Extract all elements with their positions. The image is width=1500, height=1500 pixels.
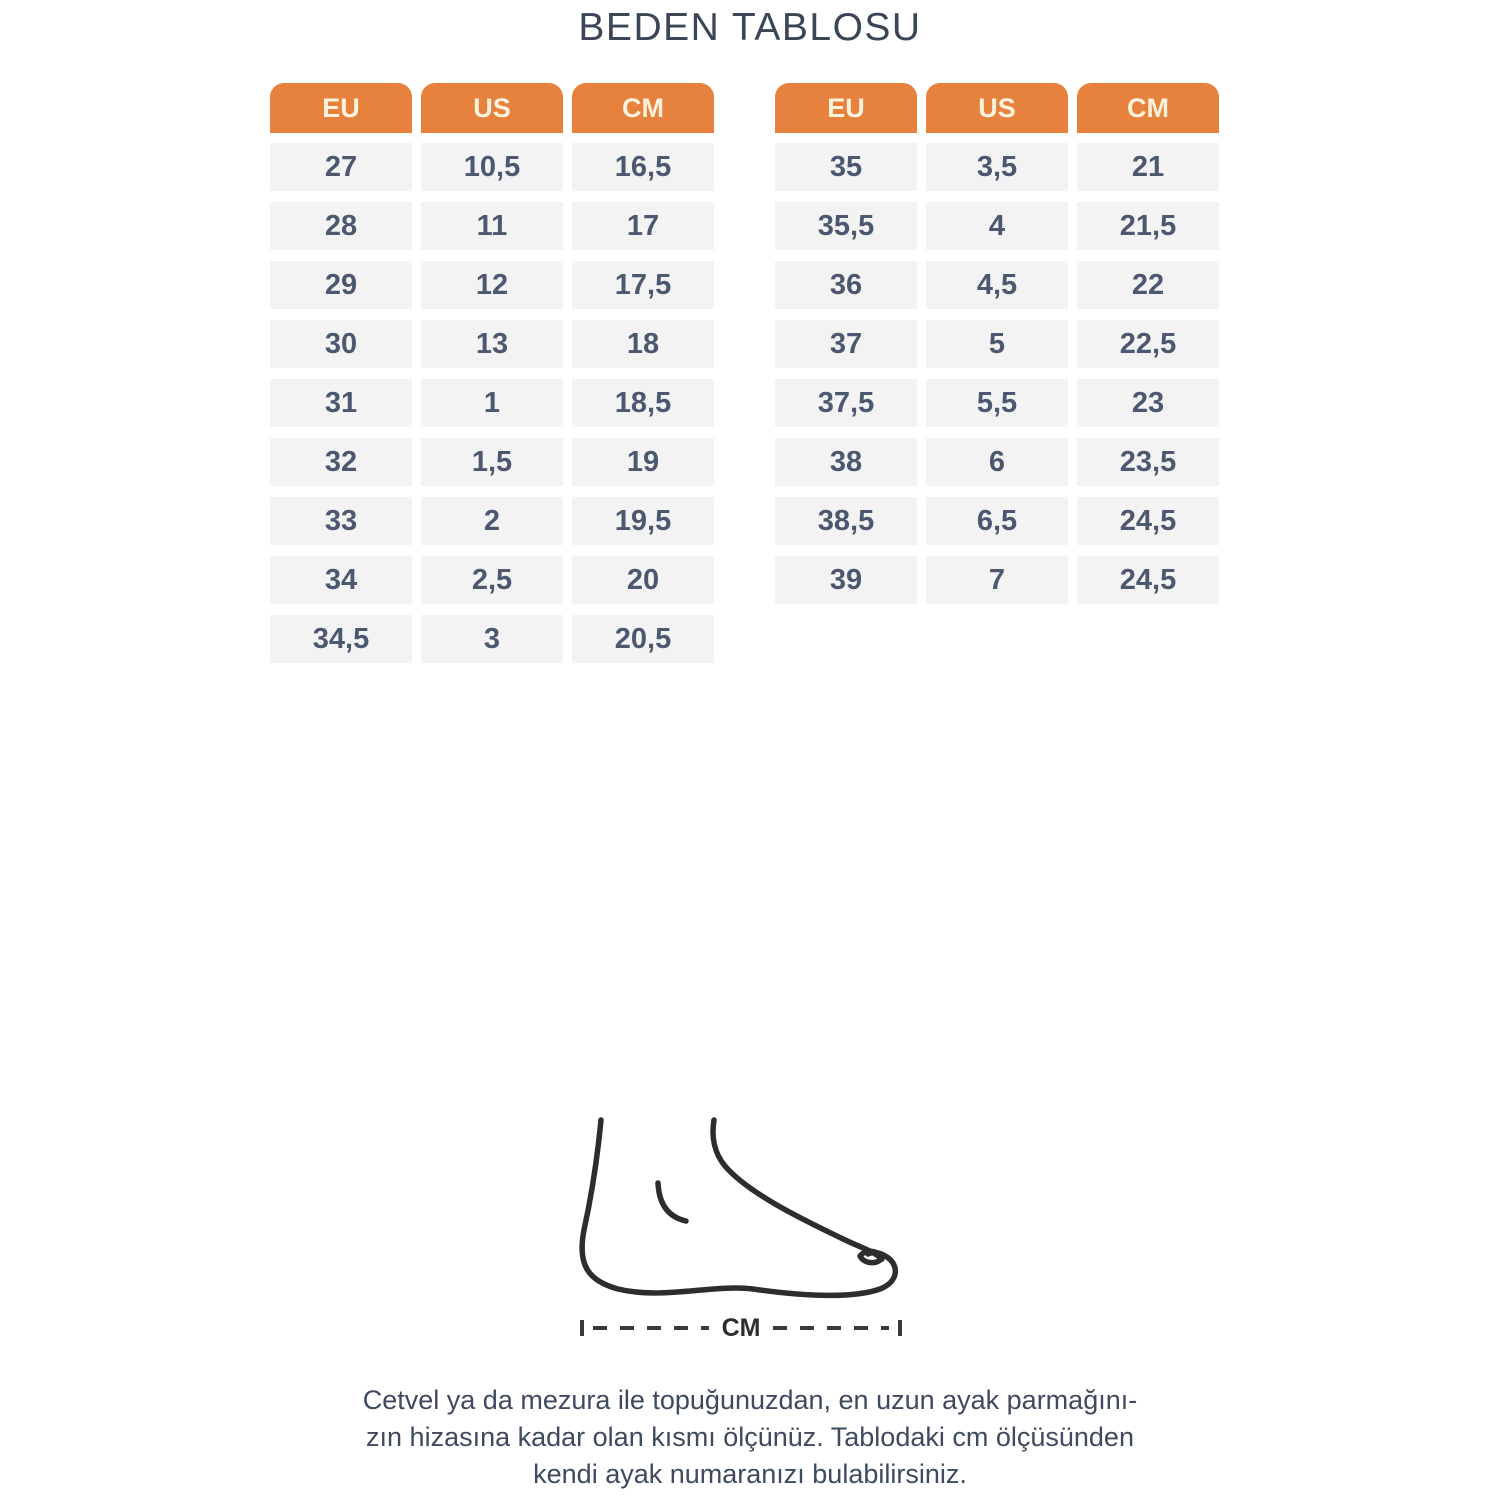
table-row — [775, 556, 1219, 604]
table-cell: 13 — [421, 320, 563, 368]
table-cell: 5,5 — [926, 379, 1068, 427]
table-row — [270, 438, 714, 486]
size-table-women — [775, 83, 1219, 604]
instructions-line-1: Cetvel ya da mezura ile topuğunuzdan, en uzun ayak parmağını- — [362, 1385, 1138, 1415]
table-cell: 5 — [926, 320, 1068, 368]
column-header-us: US — [421, 83, 563, 133]
table-cell: 6 — [926, 438, 1068, 486]
table-cell: 18 — [572, 320, 714, 368]
table-row — [775, 379, 1219, 427]
column-header-eu: EU — [775, 83, 917, 133]
table-cell: 4 — [926, 202, 1068, 250]
table-cell: 31 — [270, 379, 412, 427]
table-cell: 39 — [775, 556, 917, 604]
table-row — [775, 497, 1219, 545]
measure-label: CM — [721, 1313, 761, 1342]
instructions-line-3: kendi ayak numaranızı bulabilirsiniz. — [533, 1459, 967, 1489]
table-header-row — [775, 83, 1219, 133]
table-cell: 10,5 — [421, 143, 563, 191]
table-cell: 35,5 — [775, 202, 917, 250]
table-cell: 30 — [270, 320, 412, 368]
measurement-instructions — [0, 1382, 1500, 1493]
table-cell: 22,5 — [1077, 320, 1219, 368]
table-cell: 38,5 — [775, 497, 917, 545]
table-cell: 4,5 — [926, 261, 1068, 309]
table-cell: 36 — [775, 261, 917, 309]
table-cell: 35 — [775, 143, 917, 191]
table-row — [775, 438, 1219, 486]
table-cell: 20 — [572, 556, 714, 604]
table-row — [270, 143, 714, 191]
column-header-cm: CM — [1077, 83, 1219, 133]
table-cell: 3 — [421, 615, 563, 663]
page-title: BEDEN TABLOSU — [578, 6, 922, 49]
table-cell: 20,5 — [572, 615, 714, 663]
table-row — [775, 261, 1219, 309]
table-cell: 32 — [270, 438, 412, 486]
table-cell: 37,5 — [775, 379, 917, 427]
table-row — [270, 202, 714, 250]
table-row — [270, 615, 714, 663]
table-row — [270, 556, 714, 604]
table-cell: 22 — [1077, 261, 1219, 309]
table-cell: 18,5 — [572, 379, 714, 427]
table-row — [270, 320, 714, 368]
table-row — [775, 202, 1219, 250]
table-cell: 27 — [270, 143, 412, 191]
table-cell: 23 — [1077, 379, 1219, 427]
table-cell: 3,5 — [926, 143, 1068, 191]
table-cell: 24,5 — [1077, 497, 1219, 545]
table-cell: 16,5 — [572, 143, 714, 191]
measure-tick-left-icon — [580, 1320, 584, 1336]
table-cell: 37 — [775, 320, 917, 368]
table-cell: 28 — [270, 202, 412, 250]
table-cell: 17,5 — [572, 261, 714, 309]
table-cell: 19,5 — [572, 497, 714, 545]
table-body — [270, 143, 714, 663]
table-cell: 38 — [775, 438, 917, 486]
table-cell: 34 — [270, 556, 412, 604]
table-cell: 1,5 — [421, 438, 563, 486]
table-cell: 17 — [572, 202, 714, 250]
table-cell: 12 — [421, 261, 563, 309]
table-cell: 21 — [1077, 143, 1219, 191]
table-cell: 7 — [926, 556, 1068, 604]
table-cell: 2,5 — [421, 556, 563, 604]
foot-side-outline-icon — [568, 1080, 913, 1325]
measure-tick-right-icon — [898, 1320, 902, 1336]
table-header-row — [270, 83, 714, 133]
measurement-line — [580, 1313, 902, 1342]
table-row — [775, 143, 1219, 191]
table-cell: 21,5 — [1077, 202, 1219, 250]
measure-dashes-left-icon — [593, 1326, 709, 1330]
column-header-us: US — [926, 83, 1068, 133]
table-row — [270, 497, 714, 545]
table-row — [270, 379, 714, 427]
table-cell: 11 — [421, 202, 563, 250]
instructions-line-2: zın hizasına kadar olan kısmı ölçünüz. Tablodaki cm ölçüsünden — [366, 1422, 1134, 1452]
table-cell: 29 — [270, 261, 412, 309]
table-cell: 6,5 — [926, 497, 1068, 545]
column-header-cm: CM — [572, 83, 714, 133]
table-cell: 1 — [421, 379, 563, 427]
table-row — [270, 261, 714, 309]
table-cell: 34,5 — [270, 615, 412, 663]
table-cell: 23,5 — [1077, 438, 1219, 486]
measure-dashes-right-icon — [773, 1326, 889, 1330]
size-table-children — [270, 83, 714, 663]
table-body — [775, 143, 1219, 604]
table-cell: 24,5 — [1077, 556, 1219, 604]
table-row — [775, 320, 1219, 368]
column-header-eu: EU — [270, 83, 412, 133]
table-cell: 33 — [270, 497, 412, 545]
table-cell: 19 — [572, 438, 714, 486]
table-cell: 2 — [421, 497, 563, 545]
